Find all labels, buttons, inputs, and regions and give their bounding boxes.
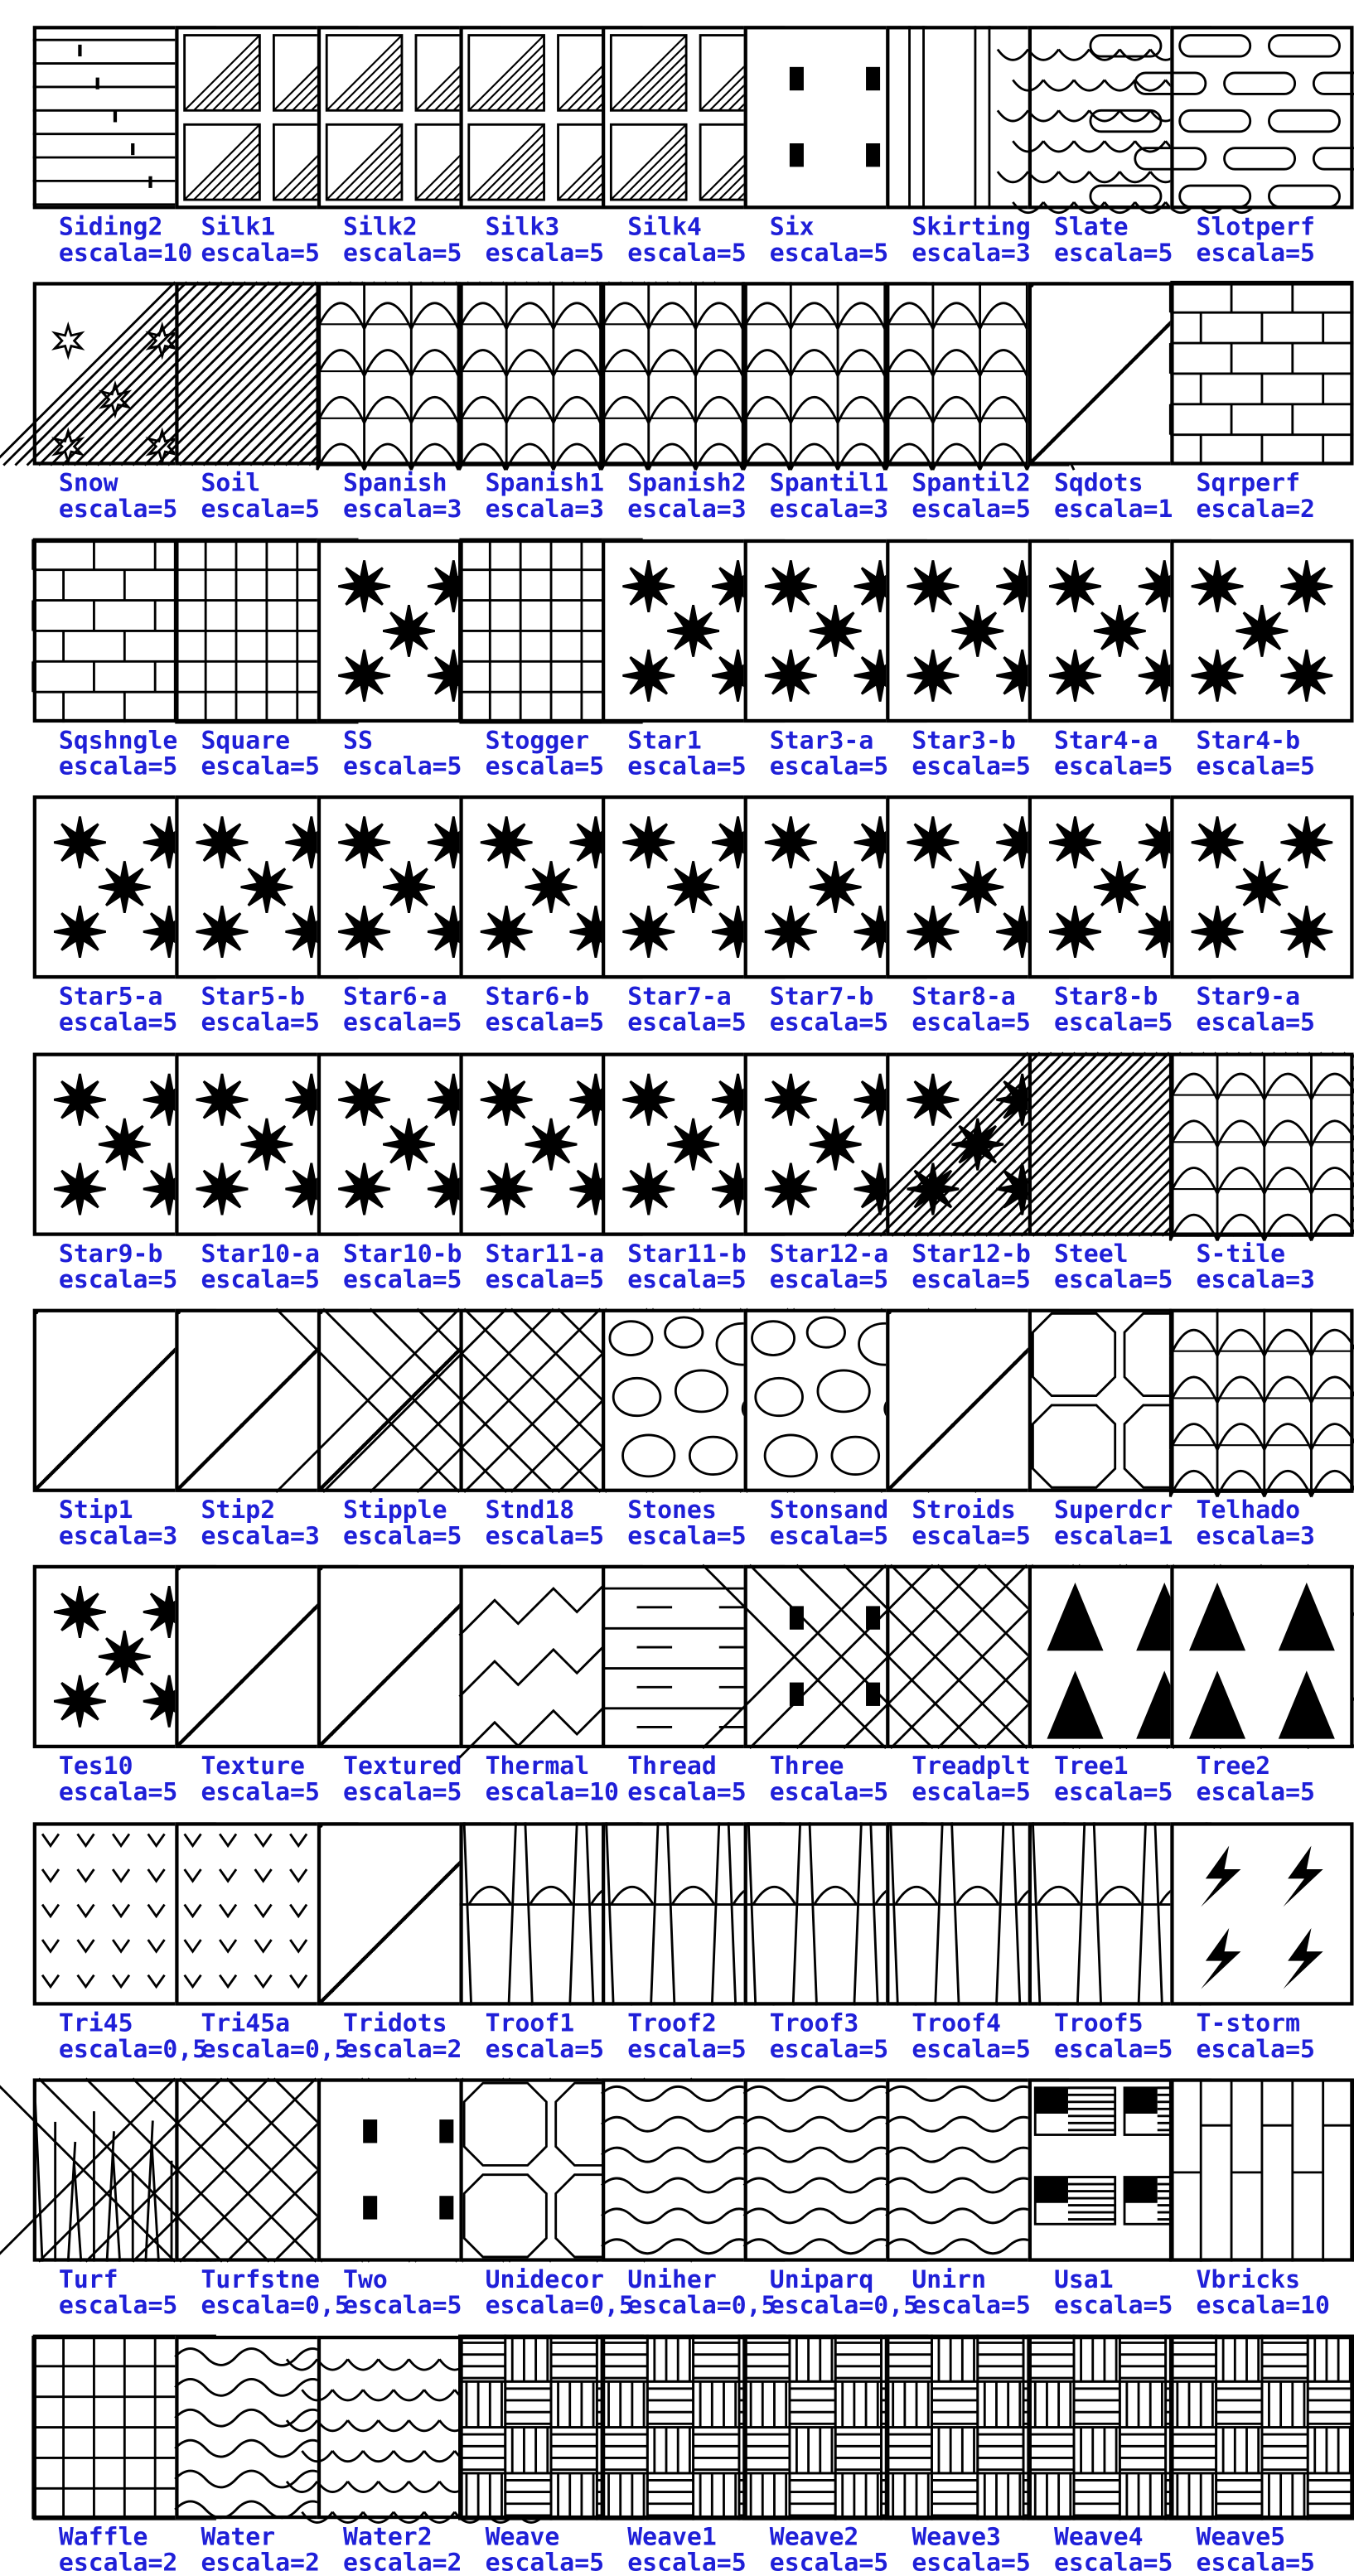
pattern-scale: escala=5 (1053, 1777, 1173, 1807)
pattern-name: Silk4 (627, 212, 702, 241)
pattern-name: Spanish (343, 469, 447, 498)
pattern-name: Troof1 (485, 2008, 575, 2037)
pattern-name: Sqrperf (1196, 469, 1301, 498)
pattern-cell[interactable] (1138, 1019, 1326, 1293)
pattern-name: Star6-a (343, 982, 447, 1011)
pattern-name: Star12-a (769, 1239, 889, 1268)
pattern-scale: escala=5 (627, 1008, 747, 1037)
pattern-name: Water2 (343, 2521, 433, 2550)
pattern-scale: escala=0,5 (485, 2291, 634, 2320)
pattern-scale: escala=5 (1196, 1008, 1315, 1037)
pattern-name: Spantil1 (769, 469, 889, 498)
pattern-name: Tes10 (58, 1752, 133, 1781)
pattern-name: Snow (58, 469, 118, 498)
pattern-name: Soil (201, 469, 261, 498)
pattern-name: Texture (201, 1752, 305, 1781)
pattern-scale: escala=5 (485, 238, 605, 267)
pattern-name: Unirn (912, 2265, 987, 2294)
pattern-swatch (1170, 26, 1353, 209)
pattern-swatch (1170, 539, 1353, 723)
pattern-name: Tree2 (1196, 1752, 1271, 1781)
pattern-scale: escala=5 (201, 752, 320, 781)
pattern-scale: escala=1 (1053, 1521, 1173, 1550)
pattern-scale: escala=5 (627, 238, 747, 267)
pattern-name: Weave5 (1196, 2521, 1286, 2550)
pattern-scale: escala=5 (343, 2291, 462, 2320)
pattern-scale: escala=3 (1196, 1521, 1315, 1550)
pattern-scale: escala=5 (627, 752, 747, 781)
pattern-scale: escala=5 (343, 1264, 462, 1293)
pattern-scale: escala=2 (58, 2548, 178, 2576)
pattern-scale: escala=5 (58, 1264, 178, 1293)
pattern-name: Troof2 (627, 2008, 717, 2037)
pattern-name: Stipple (343, 1496, 447, 1525)
pattern-name: Star4-b (1196, 726, 1301, 755)
pattern-scale: escala=5 (1053, 2034, 1173, 2063)
pattern-name: Star3-b (912, 726, 1016, 755)
pattern-scale: escala=5 (912, 1008, 1031, 1037)
pattern-scale: escala=2 (1196, 495, 1315, 524)
pattern-cell[interactable] (1138, 1533, 1326, 1807)
pattern-scale: escala=5 (627, 2034, 747, 2063)
pattern-scale: escala=5 (485, 2034, 605, 2063)
pattern-scale: escala=5 (912, 2034, 1031, 2063)
pattern-scale: escala=5 (1053, 1008, 1173, 1037)
pattern-scale: escala=5 (343, 1008, 462, 1037)
pattern-scale: escala=5 (201, 1777, 320, 1807)
pattern-name: Uniher (627, 2265, 717, 2294)
pattern-scale: escala=5 (1196, 238, 1315, 267)
pattern-name: Star10-b (343, 1239, 462, 1268)
pattern-scale: escala=5 (58, 495, 178, 524)
pattern-name: Water (201, 2521, 276, 2550)
pattern-scale: escala=3 (58, 1521, 178, 1550)
pattern-name: SS (343, 726, 373, 755)
pattern-name: Stnd18 (485, 1496, 575, 1525)
pattern-scale: escala=0,5 (627, 2291, 776, 2320)
pattern-scale: escala=2 (343, 2034, 462, 2063)
pattern-name: Weave3 (912, 2521, 1001, 2550)
pattern-scale: escala=5 (201, 1008, 320, 1037)
pattern-name: Three (769, 1752, 844, 1781)
pattern-name: Star7-b (769, 982, 874, 1011)
pattern-name: Star8-b (1053, 982, 1158, 1011)
pattern-name: Treadplt (912, 1752, 1031, 1781)
pattern-scale: escala=5 (58, 2291, 178, 2320)
pattern-cell[interactable] (1138, 1789, 1326, 2063)
pattern-scale: escala=0,5 (201, 2034, 350, 2063)
pattern-cell[interactable] (1138, 1276, 1326, 1550)
pattern-scale: escala=5 (769, 2548, 889, 2576)
pattern-name: Tree1 (1053, 1752, 1129, 1781)
pattern-name: Silk1 (201, 212, 276, 241)
pattern-scale: escala=5 (343, 1521, 462, 1550)
pattern-scale: escala=5 (1196, 2034, 1315, 2063)
pattern-scale: escala=3 (343, 495, 462, 524)
pattern-scale: escala=0,5 (201, 2291, 350, 2320)
pattern-name: Telhado (1196, 1496, 1301, 1525)
pattern-scale: escala=10 (485, 1777, 619, 1807)
pattern-name: Star1 (627, 726, 702, 755)
pattern-scale: escala=5 (627, 1264, 747, 1293)
pattern-name: Stogger (485, 726, 590, 755)
pattern-cell[interactable] (1138, 2046, 1330, 2320)
pattern-name: Stroids (912, 1496, 1016, 1525)
pattern-swatch (1170, 1052, 1353, 1235)
pattern-name: Six (769, 212, 815, 241)
pattern-scale: escala=5 (912, 1264, 1031, 1293)
pattern-scale: escala=5 (201, 1264, 320, 1293)
pattern-scale: escala=5 (627, 2548, 747, 2576)
pattern-name: Star9-a (1196, 982, 1301, 1011)
pattern-scale: escala=3 (627, 495, 747, 524)
pattern-swatch (1170, 795, 1353, 979)
pattern-scale: escala=5 (769, 238, 889, 267)
pattern-name: Unidecor (485, 2265, 605, 2294)
pattern-name: Square (201, 726, 291, 755)
pattern-scale: escala=2 (343, 2548, 462, 2576)
pattern-cell[interactable] (1138, 2303, 1326, 2576)
pattern-scale: escala=5 (769, 1521, 889, 1550)
pattern-scale: escala=5 (485, 2548, 605, 2576)
pattern-scale: escala=5 (769, 1777, 889, 1807)
pattern-scale: escala=5 (58, 1777, 178, 1807)
pattern-name: Stonsand (769, 1496, 889, 1525)
pattern-name: Star6-b (485, 982, 590, 1011)
pattern-scale: escala=5 (1053, 752, 1173, 781)
pattern-scale: escala=1 (1053, 495, 1173, 524)
pattern-swatch (1170, 1309, 1353, 1492)
pattern-name: Star8-a (912, 982, 1016, 1011)
pattern-cell[interactable] (1138, 506, 1326, 781)
pattern-name: Sqdots (1053, 469, 1144, 498)
pattern-scale: escala=10 (58, 238, 193, 267)
pattern-cell[interactable] (1138, 249, 1326, 524)
pattern-scale: escala=5 (485, 1008, 605, 1037)
pattern-scale: escala=5 (58, 752, 178, 781)
pattern-scale: escala=5 (343, 752, 462, 781)
pattern-name: Skirting (912, 212, 1031, 241)
pattern-scale: escala=5 (1196, 752, 1315, 781)
pattern-swatch (1170, 283, 1353, 466)
pattern-scale: escala=5 (201, 495, 320, 524)
pattern-name: Star9-b (58, 1239, 163, 1268)
pattern-name: Spanish2 (627, 469, 747, 498)
pattern-name: Star11-b (627, 1239, 747, 1268)
pattern-name: Two (343, 2265, 388, 2294)
pattern-name: Spantil2 (912, 469, 1031, 498)
pattern-scale: escala=5 (485, 1521, 605, 1550)
pattern-name: Steel (1053, 1239, 1129, 1268)
pattern-name: Troof4 (912, 2008, 1001, 2037)
pattern-name: Stones (627, 1496, 717, 1525)
pattern-name: Star10-a (201, 1239, 320, 1268)
pattern-scale: escala=5 (912, 1777, 1031, 1807)
pattern-name: Usa1 (1053, 2265, 1114, 2294)
pattern-name: Stip1 (58, 1496, 133, 1525)
pattern-name: Waffle (58, 2521, 148, 2550)
pattern-scale: escala=5 (912, 495, 1031, 524)
pattern-name: Tri45 (58, 2008, 133, 2037)
pattern-scale: escala=3 (769, 495, 889, 524)
pattern-name: Sqshngle (58, 726, 178, 755)
pattern-scale: escala=5 (912, 2291, 1031, 2320)
pattern-name: Superdcr (1053, 1496, 1173, 1525)
pattern-name: S-tile (1196, 1239, 1286, 1268)
pattern-name: Thread (627, 1752, 717, 1781)
pattern-scale: escala=5 (1053, 1264, 1173, 1293)
pattern-name: Slotperf (1196, 212, 1315, 241)
pattern-scale: escala=5 (485, 1264, 605, 1293)
pattern-scale: escala=10 (1196, 2291, 1330, 2320)
pattern-name: Silk2 (343, 212, 418, 241)
pattern-name: Turfstne (201, 2265, 320, 2294)
pattern-name: Star5-b (201, 982, 305, 1011)
pattern-scale: escala=5 (485, 752, 605, 781)
pattern-scale: escala=5 (1196, 2548, 1315, 2576)
pattern-swatch (1170, 2335, 1353, 2518)
pattern-scale: escala=0,5 (58, 2034, 208, 2063)
pattern-scale: escala=5 (627, 1521, 747, 1550)
pattern-name: T-storm (1196, 2008, 1301, 2037)
pattern-scale: escala=5 (201, 238, 320, 267)
pattern-scale: escala=3 (201, 1521, 320, 1550)
pattern-name: Textured (343, 1752, 462, 1781)
pattern-scale: escala=5 (912, 752, 1031, 781)
pattern-name: Thermal (485, 1752, 590, 1781)
pattern-swatch (1170, 1565, 1353, 1748)
pattern-name: Silk3 (485, 212, 560, 241)
pattern-scale: escala=5 (58, 1008, 178, 1037)
pattern-scale: escala=5 (627, 1777, 747, 1807)
pattern-name: Tri45a (201, 2008, 291, 2037)
pattern-name: Turf (58, 2265, 118, 2294)
pattern-name: Siding2 (58, 212, 163, 241)
pattern-name: Weave2 (769, 2521, 859, 2550)
pattern-scale: escala=5 (769, 1008, 889, 1037)
pattern-name: Star5-a (58, 982, 163, 1011)
pattern-name: Weave1 (627, 2521, 717, 2550)
pattern-scale: escala=5 (769, 1264, 889, 1293)
pattern-scale: escala=3 (485, 495, 605, 524)
pattern-swatch (1170, 2079, 1353, 2262)
pattern-name: Star11-a (485, 1239, 605, 1268)
pattern-name: Spanish1 (485, 469, 605, 498)
pattern-scale: escala=5 (769, 752, 889, 781)
pattern-swatch (1170, 1822, 1353, 2005)
pattern-name: Troof5 (1053, 2008, 1144, 2037)
pattern-name: Slate (1053, 212, 1129, 241)
pattern-scale: escala=5 (1053, 238, 1173, 267)
pattern-scale: escala=2 (201, 2548, 320, 2576)
pattern-name: Star4-a (1053, 726, 1158, 755)
pattern-scale: escala=5 (1196, 1777, 1315, 1807)
pattern-scale: escala=5 (912, 1521, 1031, 1550)
pattern-name: Vbricks (1196, 2265, 1301, 2294)
pattern-scale: escala=5 (1053, 2291, 1173, 2320)
pattern-cell[interactable] (1138, 763, 1326, 1037)
pattern-name: Weave4 (1053, 2521, 1144, 2550)
pattern-name: Stip2 (201, 1496, 276, 1525)
pattern-name: Uniparq (769, 2265, 874, 2294)
pattern-name: Weave (485, 2521, 560, 2550)
pattern-scale: escala=5 (769, 2034, 889, 2063)
pattern-scale: escala=5 (343, 1777, 462, 1807)
pattern-name: Star7-a (627, 982, 732, 1011)
pattern-scale: escala=3 (912, 238, 1031, 267)
pattern-name: Star12-b (912, 1239, 1031, 1268)
pattern-scale: escala=5 (343, 238, 462, 267)
pattern-name: Star3-a (769, 726, 874, 755)
pattern-scale: escala=5 (912, 2548, 1031, 2576)
pattern-name: Tridots (343, 2008, 447, 2037)
pattern-scale: escala=0,5 (769, 2291, 919, 2320)
pattern-cell[interactable] (1138, 0, 1326, 267)
pattern-scale: escala=3 (1196, 1264, 1315, 1293)
pattern-scale: escala=5 (1053, 2548, 1173, 2576)
pattern-name: Troof3 (769, 2008, 859, 2037)
